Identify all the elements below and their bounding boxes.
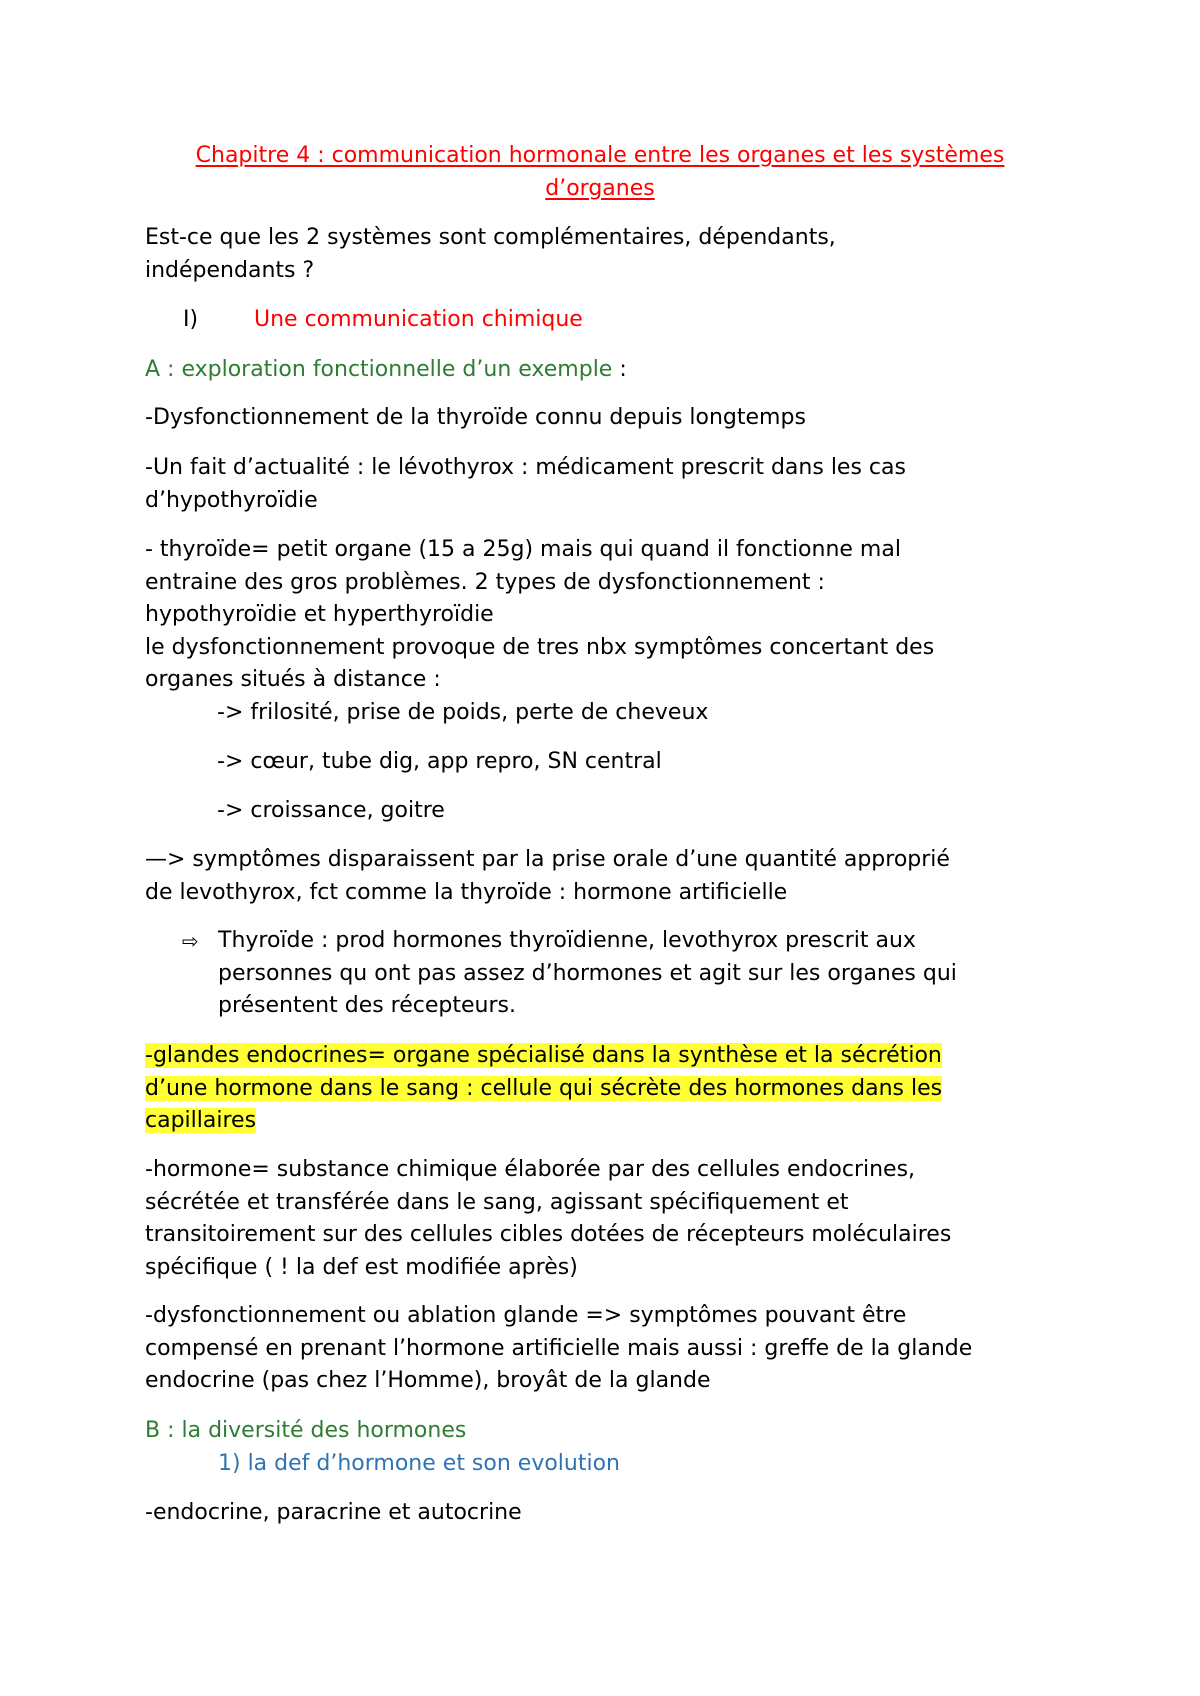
paragraph-line: sécrétée et transférée dans le sang, agissant spécifiquement et — [145, 1189, 849, 1215]
paragraph-endocrine: -endocrine, paracrine et autocrine — [145, 1500, 522, 1525]
paragraph-line: —> symptômes disparaissent par la prise orale d’une quantité approprié — [145, 847, 950, 872]
paragraph-line: le dysfonctionnement provoque de tres nbx symptômes concertant des — [145, 634, 935, 660]
section-title: Une communication chimique — [254, 307, 583, 332]
highlighted-line: capillaires — [145, 1108, 257, 1133]
chapter-title — [100, 140, 1100, 205]
paragraph-dysfonctionnement: -Dysfonctionnement de la thyroïde connu depuis longtemps — [145, 405, 806, 430]
paragraph-line: endocrine (pas chez l’Homme), broyât de la glande — [145, 1368, 711, 1393]
paragraph-thyroide — [145, 534, 1065, 697]
highlighted-definition — [145, 1040, 1065, 1138]
paragraph-line: hypothyroïdie et hyperthyroïdie — [145, 602, 494, 627]
highlighted-line: -glandes endocrines= organe spécialisé dans la synthèse et la sécrétion — [145, 1043, 942, 1068]
paragraph-line: transitoirement sur des cellules cibles dotées de récepteurs moléculaires — [145, 1222, 952, 1247]
paragraph-line: -Un fait d’actualité : le lévothyrox : médicament prescrit dans les cas — [145, 455, 906, 480]
paragraph-line: spécifique ( ! la def est modifiée après) — [145, 1254, 578, 1280]
bullet-line: Thyroïde : prod hormones thyroïdienne, levothyrox prescrit aux — [218, 928, 916, 953]
subsection-heading-a — [145, 354, 1065, 387]
bullet-line: présentent des récepteurs. — [218, 993, 516, 1018]
symptom-arrow-item: -> cœur, tube dig, app repro, SN central — [217, 749, 662, 774]
paragraph-symptomes — [145, 844, 1065, 909]
paragraph-line: d’hypothyroïdie — [145, 487, 318, 513]
paragraph-line: -dysfonctionnement ou ablation glande => symptômes pouvant être — [145, 1303, 907, 1328]
chapter-title-line-2: d’organes — [545, 175, 655, 201]
subsection-a-title: A : exploration fonctionnelle d’un exemple — [145, 357, 613, 382]
intro-question — [145, 222, 1065, 287]
subsubsection-heading: 1) la def d’hormone et son evolution — [218, 1451, 621, 1476]
intro-question-line-2: indépendants ? — [145, 257, 315, 283]
subsection-heading-b: B : la diversité des hormones — [145, 1418, 467, 1443]
intro-question-line-1: Est-ce que les 2 systèmes sont complémentaires, dépendants, — [145, 225, 836, 250]
symptom-arrow-item: -> frilosité, prise de poids, perte de cheveux — [217, 700, 709, 725]
bullet-text — [218, 925, 957, 1023]
chapter-title-line-1: Chapitre 4 : communication hormonale entre les organes et les systèmes — [195, 143, 1005, 168]
paragraph-line: - thyroïde= petit organe (15 a 25g) mais qui quand il fonctionne mal — [145, 537, 901, 562]
symptom-arrow-item: -> croissance, goitre — [217, 798, 445, 823]
highlighted-line: d’une hormone dans le sang : cellule qui sécrète des hormones dans les — [145, 1075, 943, 1101]
paragraph-actualite — [145, 452, 1065, 517]
paragraph-hormone-definition — [145, 1154, 1065, 1284]
paragraph-line: organes situés à distance : — [145, 667, 441, 692]
bullet-line: personnes qu ont pas assez d’hormones et agit sur les organes qui — [218, 960, 957, 986]
paragraph-line: -hormone= substance chimique élaborée par des cellules endocrines, — [145, 1157, 916, 1182]
arrow-bullet-icon: ⇨ — [182, 929, 199, 953]
subsection-a-suffix: : — [612, 357, 627, 382]
paragraph-line: entraine des gros problèmes. 2 types de dysfonctionnement : — [145, 569, 825, 595]
paragraph-line: de levothyrox, fct comme la thyroïde : hormone artificielle — [145, 879, 788, 905]
paragraph-ablation — [145, 1300, 1065, 1398]
paragraph-line: compensé en prenant l’hormone artificielle mais aussi : greffe de la glande — [145, 1335, 973, 1361]
section-numeral: I) — [183, 307, 199, 332]
